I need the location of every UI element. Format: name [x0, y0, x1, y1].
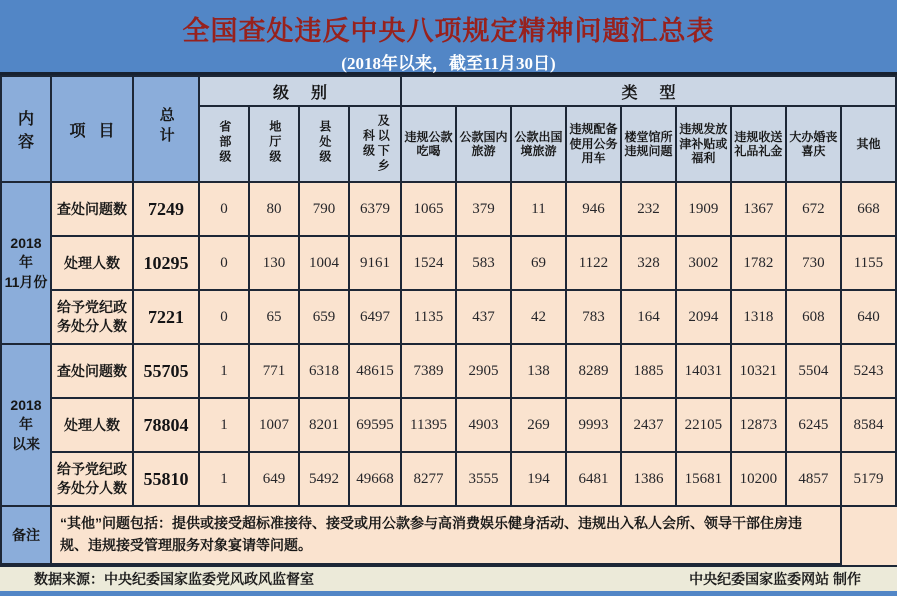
value-cell: 269	[511, 398, 566, 452]
value-cell: 2094	[676, 290, 731, 344]
page-subtitle: (2018年以来，截至11月30日)	[341, 54, 556, 73]
value-cell: 194	[511, 452, 566, 506]
value-cell: 1	[199, 452, 249, 506]
value-cell: 668	[841, 182, 896, 236]
value-cell: 2437	[621, 398, 676, 452]
value-cell: 10200	[731, 452, 786, 506]
row-group-2018-11	[1, 182, 51, 344]
value-cell: 11395	[401, 398, 456, 452]
value-cell: 1065	[401, 182, 456, 236]
credit: 中央纪委国家监委网站 制作	[689, 571, 861, 587]
value-cell: 328	[621, 236, 676, 290]
col-header-level-3	[299, 106, 349, 182]
summary-table	[0, 75, 897, 565]
col-header-type-5: 楼堂馆所违规问题	[621, 106, 676, 182]
value-cell: 640	[841, 290, 896, 344]
value-cell: 42	[511, 290, 566, 344]
col-header-type-1: 违规公款吃喝	[401, 106, 456, 182]
project-cell: 查处问题数	[51, 344, 133, 398]
col-header-type-8: 大办婚丧喜庆	[786, 106, 841, 182]
value-cell: 1155	[841, 236, 896, 290]
total-cell: 10295	[133, 236, 199, 290]
value-cell: 1	[199, 398, 249, 452]
value-cell: 5492	[299, 452, 349, 506]
value-cell: 1386	[621, 452, 676, 506]
total-cell: 7221	[133, 290, 199, 344]
value-cell: 659	[299, 290, 349, 344]
value-cell: 608	[786, 290, 841, 344]
title-bar	[0, 0, 897, 75]
page-title: 全国查处违反中央八项规定精神问题汇总表	[182, 16, 715, 46]
value-cell: 5504	[786, 344, 841, 398]
value-cell: 771	[249, 344, 299, 398]
value-cell: 1004	[299, 236, 349, 290]
value-cell: 6245	[786, 398, 841, 452]
col-header-type-4: 违规配备使用公务用车	[566, 106, 621, 182]
value-cell: 164	[621, 290, 676, 344]
value-cell: 0	[199, 182, 249, 236]
col-header-content: 内容	[1, 76, 51, 182]
level-1-label: 省部级	[217, 119, 232, 165]
value-cell: 379	[456, 182, 511, 236]
value-cell: 1524	[401, 236, 456, 290]
row-group-line1: 2018年	[10, 396, 42, 433]
value-cell: 6318	[299, 344, 349, 398]
value-cell: 15681	[676, 452, 731, 506]
row-group-line2: 以来	[12, 435, 40, 452]
col-header-project: 项目	[51, 76, 133, 182]
value-cell: 6379	[349, 182, 401, 236]
value-cell: 14031	[676, 344, 731, 398]
value-cell: 1135	[401, 290, 456, 344]
value-cell: 22105	[676, 398, 731, 452]
value-cell: 69	[511, 236, 566, 290]
value-cell: 1909	[676, 182, 731, 236]
value-cell: 672	[786, 182, 841, 236]
project-cell: 给予党纪政务处分人数	[51, 452, 133, 506]
value-cell: 1122	[566, 236, 621, 290]
value-cell: 5243	[841, 344, 896, 398]
value-cell: 69595	[349, 398, 401, 452]
value-cell: 11	[511, 182, 566, 236]
level-4-label-left: 科级	[361, 129, 376, 159]
level-3-label: 县处级	[317, 119, 332, 165]
row-group-line2: 11月份	[4, 273, 48, 290]
value-cell: 649	[249, 452, 299, 506]
value-cell: 437	[456, 290, 511, 344]
project-cell: 给予党纪政务处分人数	[51, 290, 133, 344]
value-cell: 5179	[841, 452, 896, 506]
level-2-label: 地厅级	[267, 119, 282, 165]
value-cell: 9161	[349, 236, 401, 290]
value-cell: 48615	[349, 344, 401, 398]
value-cell: 6481	[566, 452, 621, 506]
value-cell: 232	[621, 182, 676, 236]
value-cell: 3002	[676, 236, 731, 290]
value-cell: 946	[566, 182, 621, 236]
value-cell: 1885	[621, 344, 676, 398]
value-cell: 130	[249, 236, 299, 290]
value-cell: 65	[249, 290, 299, 344]
value-cell: 3555	[456, 452, 511, 506]
value-cell: 1318	[731, 290, 786, 344]
col-header-type-6: 违规发放津补贴或福利	[676, 106, 731, 182]
row-group-line1: 2018年	[10, 234, 42, 271]
value-cell: 1782	[731, 236, 786, 290]
group-header-level: 级别	[199, 76, 401, 106]
project-cell: 查处问题数	[51, 182, 133, 236]
data-source: 数据来源：中央纪委国家监委党风政风监督室	[34, 571, 314, 587]
total-cell: 7249	[133, 182, 199, 236]
total-cell: 55810	[133, 452, 199, 506]
value-cell: 9993	[566, 398, 621, 452]
note-text: “其他”问题包括：提供或接受超标准接待、接受或用公款参与高消费娱乐健身活动、违规出入私人会所、领导干部住房违规、违规接受管理服务对象宴请等问题。	[51, 506, 841, 564]
col-header-type-2: 公款国内旅游	[456, 106, 511, 182]
value-cell: 730	[786, 236, 841, 290]
value-cell: 0	[199, 290, 249, 344]
col-header-level-1	[199, 106, 249, 182]
col-header-level-2	[249, 106, 299, 182]
value-cell: 8289	[566, 344, 621, 398]
project-cell: 处理人数	[51, 236, 133, 290]
value-cell: 583	[456, 236, 511, 290]
value-cell: 10321	[731, 344, 786, 398]
group-header-type: 类型	[401, 76, 896, 106]
col-header-total	[133, 76, 199, 182]
value-cell: 6497	[349, 290, 401, 344]
value-cell: 8584	[841, 398, 896, 452]
value-cell: 4857	[786, 452, 841, 506]
col-header-total-label: 总计	[157, 106, 175, 147]
value-cell: 1007	[249, 398, 299, 452]
project-cell: 处理人数	[51, 398, 133, 452]
total-cell: 55705	[133, 344, 199, 398]
value-cell: 7389	[401, 344, 456, 398]
value-cell: 4903	[456, 398, 511, 452]
row-group-2018-ytd	[1, 344, 51, 506]
value-cell: 12873	[731, 398, 786, 452]
col-header-type-3: 公款出国境旅游	[511, 106, 566, 182]
value-cell: 80	[249, 182, 299, 236]
value-cell: 0	[199, 236, 249, 290]
col-header-type-7: 违规收送礼品礼金	[731, 106, 786, 182]
col-header-level-4	[349, 106, 401, 182]
note-label: 备注	[1, 506, 51, 564]
level-4-label-right: 及以下乡	[376, 114, 391, 174]
value-cell: 49668	[349, 452, 401, 506]
value-cell: 8277	[401, 452, 456, 506]
value-cell: 783	[566, 290, 621, 344]
footer-bar	[0, 565, 897, 591]
value-cell: 1	[199, 344, 249, 398]
col-header-type-9: 其他	[841, 106, 896, 182]
total-cell: 78804	[133, 398, 199, 452]
value-cell: 138	[511, 344, 566, 398]
value-cell: 790	[299, 182, 349, 236]
value-cell: 1367	[731, 182, 786, 236]
value-cell: 8201	[299, 398, 349, 452]
value-cell: 2905	[456, 344, 511, 398]
